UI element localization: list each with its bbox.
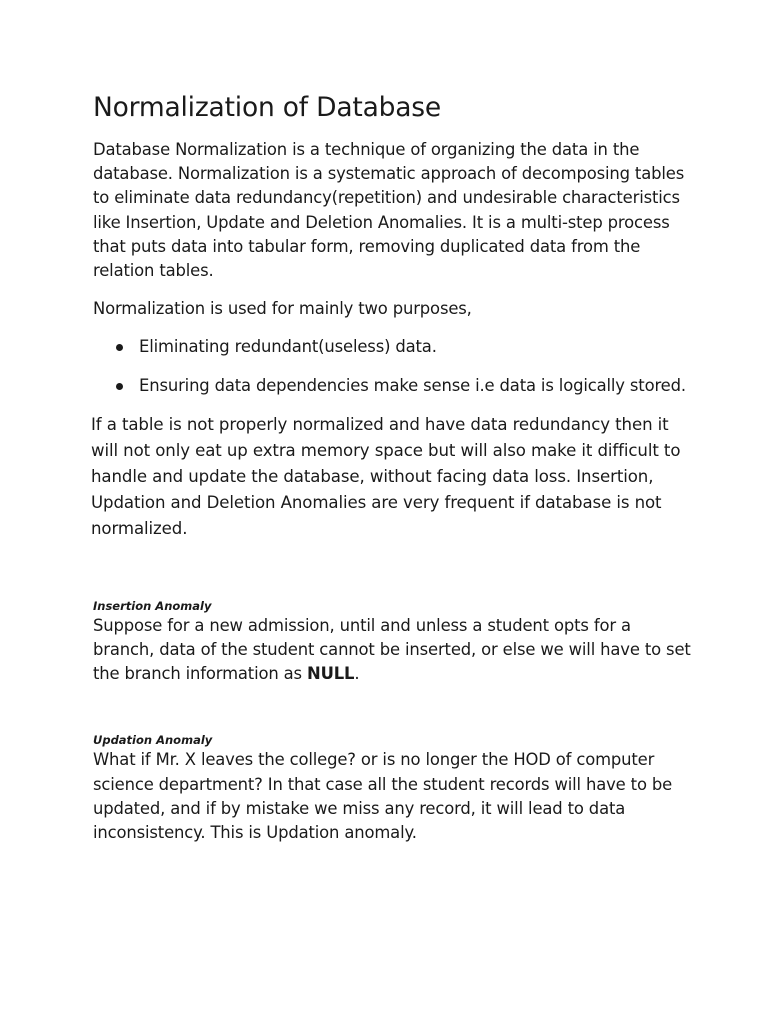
list-item	[93, 374, 693, 398]
insertion-text-end: .	[354, 664, 360, 684]
consequence-paragraph: If a table is not properly normalized and have data redundancy then it will not only eat up extra memory space but will also make it difficult to handle and update the database, without facing data loss. Insertion, Updation and Deletion Anomalies are very frequent if database is not normalized.	[91, 414, 681, 538]
list-item-text: Eliminating redundant(useless) data.	[139, 337, 437, 357]
updation-anomaly-heading: Updation Anomaly	[93, 733, 213, 748]
page-title: Normalization of Database	[93, 92, 441, 123]
list-item	[93, 335, 693, 359]
insertion-text: Suppose for a new admission, until and unless a student opts for a branch, data of the student cannot be inserted, or else we will have to set the branch information as	[93, 615, 691, 684]
updation-anomaly-paragraph: What if Mr. X leaves the college? or is no longer the HOD of computer science department? In that case all the student records will have to be updated, and if by mistake we miss any record, it will lead to data inconsistency. This is Updation anomaly.	[93, 750, 673, 843]
insertion-anomaly-heading: Insertion Anomaly	[93, 598, 212, 613]
insertion-anomaly-paragraph	[93, 614, 693, 687]
bullet-icon	[116, 344, 123, 351]
purposes-list	[93, 335, 693, 397]
bullet-icon	[116, 383, 123, 390]
intro-paragraph: Database Normalization is a technique of organizing the data in the database. Normalization is a systematic approach of decomposing tables to eliminate data redundancy(repetition) and undesirable characteristics like Insertion, Update and Deletion Anomalies. It is a multi-step process that puts data into tabular form, removing duplicated data from the relation tables.	[93, 140, 685, 281]
null-keyword: NULL	[307, 664, 355, 684]
document-page	[93, 88, 693, 859]
list-item-text: Ensuring data dependencies make sense i.e data is logically stored.	[139, 375, 686, 395]
purposes-lead: Normalization is used for mainly two purposes,	[93, 299, 472, 319]
